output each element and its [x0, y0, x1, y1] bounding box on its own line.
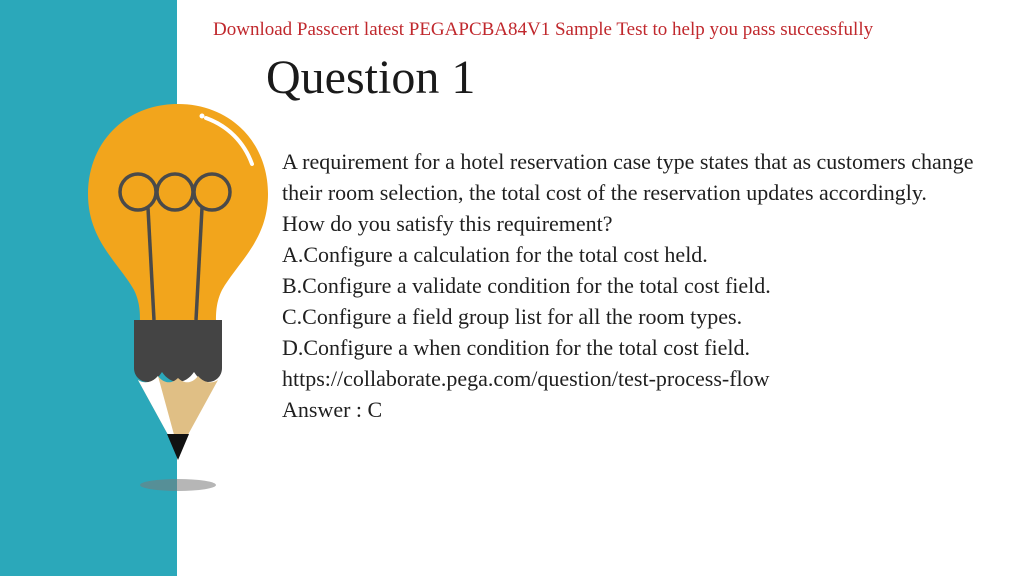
page-title: Question 1: [266, 51, 476, 104]
option-a: A.Configure a calculation for the total cost held.: [282, 242, 708, 267]
question-body: [282, 146, 1002, 425]
answer-text: Answer : C: [282, 397, 383, 422]
download-promo-link[interactable]: Download Passcert latest PEGAPCBA84V1 Sample Test to help you pass successfully: [213, 19, 874, 40]
reference-url[interactable]: https://collaborate.pega.com/question/test-process-flow: [282, 366, 770, 391]
option-b: B.Configure a validate condition for the total cost field.: [282, 273, 771, 298]
option-d: D.Configure a when condition for the total cost field.: [282, 335, 750, 360]
question-prompt: How do you satisfy this requirement?: [282, 211, 613, 236]
lightbulb-pencil-icon: [78, 100, 278, 500]
option-c: C.Configure a field group list for all the room types.: [282, 304, 743, 329]
question-text: A requirement for a hotel reservation case type states that as customers change their room selection, the total cost of the reservation updates accordingly.: [282, 149, 974, 205]
